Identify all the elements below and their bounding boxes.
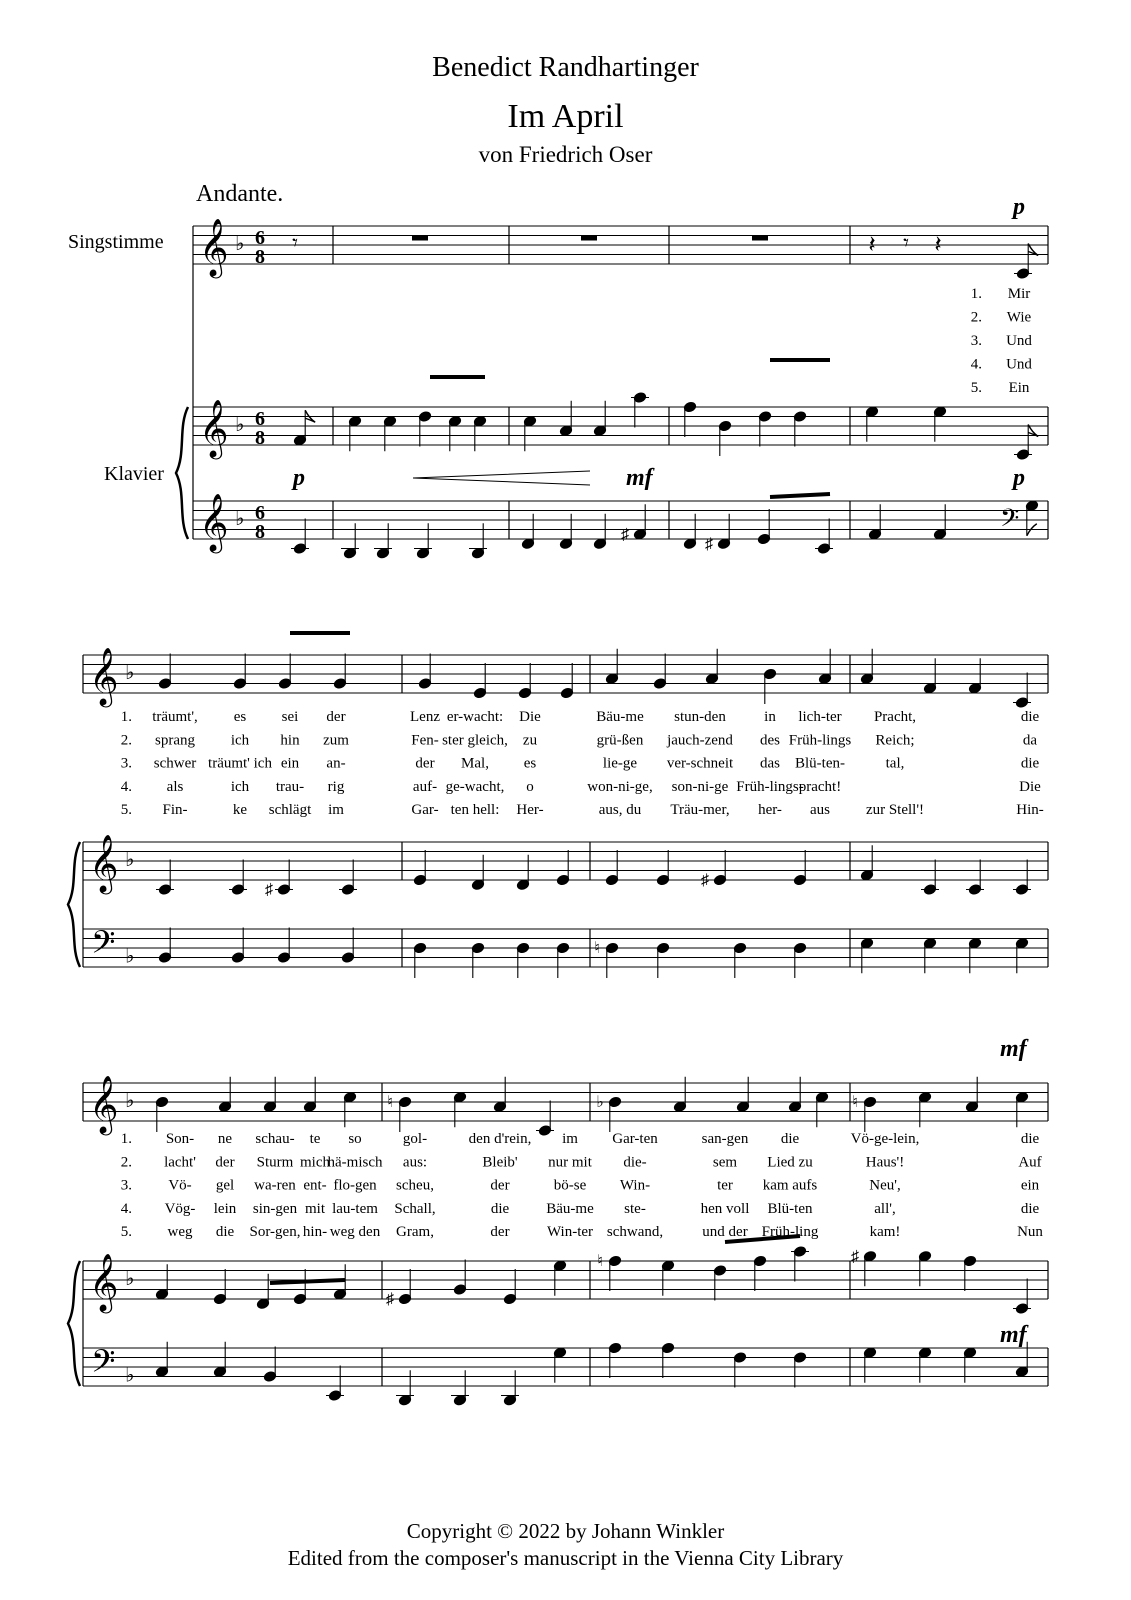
accidental: ♮ xyxy=(597,1253,603,1270)
lyric-syllable: Vö- xyxy=(168,1177,192,1194)
lyric-syllable: Haus'! xyxy=(865,1154,905,1171)
whole-rest xyxy=(752,236,768,241)
lyric-syllable: wa-ren xyxy=(254,1177,296,1194)
lyric-syllable: 1. xyxy=(120,709,132,725)
lyric-syllable: die xyxy=(1020,1131,1040,1147)
lyric-syllable: ent- xyxy=(303,1177,327,1194)
lyric-syllable: der xyxy=(490,1177,510,1194)
lyric-syllable: kam aufs xyxy=(762,1177,818,1194)
lyric-syllable: aus: xyxy=(402,1154,428,1171)
treble-clef: 𝄞 xyxy=(199,400,229,456)
lyric-syllable: schwand, xyxy=(606,1224,664,1241)
lyric-verse-number: 4. xyxy=(970,356,982,373)
time-signature-denominator: 8 xyxy=(255,246,265,268)
lyric-syllable: sprang xyxy=(155,732,195,749)
lyric-syllable: 2. xyxy=(120,1154,132,1171)
composer-name: Benedict Randhartinger xyxy=(432,52,699,83)
dynamic-piano-p-2: p xyxy=(1013,465,1025,491)
key-signature-flat: ♭ xyxy=(125,945,135,968)
lyric-syllable: Nun xyxy=(1017,1224,1043,1241)
song-title: Im April xyxy=(507,98,624,135)
lyric-syllable: 4. xyxy=(120,778,132,795)
lyric-syllable: die xyxy=(780,1131,800,1147)
lyric-syllable: hin- xyxy=(302,1224,328,1241)
key-signature-flat: ♭ xyxy=(125,1268,135,1290)
crescendo-hairpin xyxy=(413,471,590,485)
lyric-syllable: ste- xyxy=(624,1200,646,1217)
lyric-syllable: schau- xyxy=(255,1131,295,1147)
lyric-syllable: Blü-ten- xyxy=(795,755,845,772)
lyric-syllable: Hin- xyxy=(1016,802,1044,819)
lyric-syllable: Sturm xyxy=(256,1154,294,1171)
time-signature-numerator: 6 xyxy=(255,502,265,524)
lyric-syllable: ver-schneit xyxy=(666,755,734,772)
lyric-syllable: lau-tem xyxy=(332,1200,378,1217)
lyric-syllable: mit xyxy=(304,1200,326,1217)
lyric-syllable: des xyxy=(760,732,780,749)
lyric-syllable: Die xyxy=(1019,778,1041,795)
lyric-pickup-word: Mir xyxy=(1007,286,1031,302)
lyric-syllable: aus, du xyxy=(598,802,642,819)
lyric-syllable: die- xyxy=(623,1154,647,1171)
lyric-syllable: rig xyxy=(327,778,345,795)
lyric-syllable: Schall, xyxy=(394,1200,436,1217)
time-signature-denominator: 8 xyxy=(255,521,265,543)
edition-note: Edited from the composer's manuscript in the Vienna City Library xyxy=(287,1546,844,1570)
accidental: ♯ xyxy=(265,881,273,899)
lyric-syllable: sem xyxy=(712,1154,738,1171)
lyric-syllable: ich xyxy=(230,732,250,749)
treble-clef: 𝄞 xyxy=(89,648,119,704)
lyric-syllable: flo-gen xyxy=(333,1177,377,1194)
eighth-rest: 𝄾 xyxy=(292,230,298,255)
lyric-syllable: all', xyxy=(874,1200,896,1217)
lyric-syllable: lie-ge xyxy=(602,755,638,772)
lyric-syllable: nur mit xyxy=(548,1154,592,1171)
dynamic-piano-p: p xyxy=(293,465,305,491)
lyric-syllable: Auf xyxy=(1018,1154,1042,1171)
lyric-syllable: Bäu-me xyxy=(596,709,644,725)
lyric-verse-number: 3. xyxy=(970,333,982,349)
poet-credit: von Friedrich Oser xyxy=(478,142,653,167)
lyric-syllable: te xyxy=(309,1131,321,1147)
lyric-syllable: im xyxy=(328,802,344,819)
lyric-syllable: hin xyxy=(280,732,300,749)
lyric-syllable: Win-ter xyxy=(546,1224,594,1241)
lyric-syllable: lich-ter xyxy=(798,709,842,725)
lyric-syllable: Blü-ten xyxy=(767,1200,813,1217)
lyric-syllable: Früh-ling xyxy=(761,1224,819,1241)
whole-rest xyxy=(581,236,597,241)
bass-clef: 𝄢 xyxy=(91,926,116,968)
lyric-syllable: lacht' xyxy=(164,1154,196,1171)
lyric-syllable: Vög- xyxy=(164,1200,196,1217)
lyric-syllable: Gram, xyxy=(396,1224,434,1241)
lyric-syllable: Sor-gen, xyxy=(249,1224,301,1241)
time-signature-numerator: 6 xyxy=(255,227,265,249)
lyric-syllable: als xyxy=(166,778,184,795)
accidental: ♯ xyxy=(851,1248,859,1266)
lyric-syllable: Fen- xyxy=(411,732,439,749)
accidental: ♮ xyxy=(852,1094,858,1111)
lyric-syllable: an- xyxy=(326,755,346,772)
lyric-syllable: ster gleich, xyxy=(442,732,508,749)
lyric-syllable: ich xyxy=(230,778,250,795)
lyric-syllable: Bäu-me xyxy=(546,1200,594,1217)
voice-part-label: Singstimme xyxy=(68,231,164,253)
lyric-pickup-word: Und xyxy=(1006,333,1032,349)
quarter-rest: 𝄽 xyxy=(934,232,942,258)
lyric-syllable: der xyxy=(415,755,435,772)
lyric-syllable: schlägt xyxy=(268,802,312,819)
lyric-syllable: Lied zu xyxy=(767,1154,813,1171)
lyric-pickup-word: Ein xyxy=(1008,380,1030,396)
lyric-syllable: weg den xyxy=(329,1224,381,1241)
lyric-syllable: 2. xyxy=(120,732,132,749)
lyric-syllable: gel xyxy=(215,1177,235,1194)
lyric-syllable: o xyxy=(526,778,534,795)
lyric-syllable: won-ni-ge, xyxy=(587,778,653,795)
treble-clef: 𝄞 xyxy=(89,835,119,891)
lyric-syllable: Früh-lings- xyxy=(736,778,804,795)
lyric-syllable: Neu', xyxy=(869,1177,901,1194)
bass-clef-change: 𝄢 xyxy=(1000,505,1020,538)
lyric-syllable: Win- xyxy=(619,1177,651,1194)
bass-clef: 𝄢 xyxy=(91,1345,116,1387)
lyric-syllable: auf- xyxy=(412,778,438,795)
lyric-syllable: Die xyxy=(519,709,541,725)
lyric-syllable: ter xyxy=(717,1177,733,1194)
lyric-syllable: die xyxy=(1020,1200,1040,1217)
eighth-rest: 𝄾 xyxy=(903,230,909,255)
lyric-syllable: ge-wacht, xyxy=(445,778,505,795)
lyric-syllable: Gar- xyxy=(411,802,439,819)
key-signature-flat: ♭ xyxy=(125,1364,135,1387)
lyric-syllable: die xyxy=(1020,709,1040,725)
lyric-syllable: mich xyxy=(300,1154,330,1171)
lyric-syllable: 5. xyxy=(120,1224,132,1241)
lyric-syllable: lein xyxy=(213,1200,237,1217)
lyric-syllable: der xyxy=(215,1154,235,1171)
lyric-syllable: zum xyxy=(323,732,349,749)
lyric-syllable: den d'rein, xyxy=(468,1131,532,1147)
lyric-syllable: sei xyxy=(281,709,299,725)
lyric-syllable: der xyxy=(326,709,346,725)
piano-brace xyxy=(68,1261,80,1386)
lyric-syllable: ein xyxy=(1020,1177,1040,1194)
key-signature-flat: ♭ xyxy=(235,233,245,255)
key-signature-flat: ♭ xyxy=(125,849,135,871)
key-signature-flat: ♭ xyxy=(235,414,245,436)
lyric-syllable: scheu, xyxy=(396,1177,434,1194)
lyric-syllable: der xyxy=(490,1224,510,1241)
lyric-syllable: bö-se xyxy=(553,1177,587,1194)
lyric-verse-number: 5. xyxy=(970,380,982,396)
lyric-syllable: Gar-ten xyxy=(612,1131,658,1147)
piano-part-label: Klavier xyxy=(104,463,164,485)
accidental: ♮ xyxy=(594,940,600,957)
lyric-syllable: sin-gen xyxy=(252,1200,298,1217)
lyric-syllable: schwer xyxy=(153,755,197,772)
lyric-syllable: her- xyxy=(758,802,782,819)
accidental: ♯ xyxy=(621,526,629,544)
dynamic-piano-mf-2: mf xyxy=(1000,1322,1027,1348)
lyric-syllable: Son- xyxy=(165,1131,195,1147)
lyric-syllable: träumt' ich xyxy=(208,755,272,772)
lyric-syllable: Bleib' xyxy=(482,1154,518,1171)
treble-clef: 𝄞 xyxy=(89,1076,119,1132)
key-signature-flat: ♭ xyxy=(125,1090,135,1112)
lyric-syllable: ne xyxy=(217,1131,233,1147)
lyric-syllable: in xyxy=(764,709,776,725)
lyric-syllable: Her- xyxy=(516,802,544,819)
piano-brace xyxy=(68,842,80,967)
lyric-syllable: trau- xyxy=(275,778,305,795)
lyric-syllable: Pracht, xyxy=(873,709,917,725)
accidental: ♮ xyxy=(387,1094,393,1111)
lyric-syllable: ten hell: xyxy=(450,802,500,819)
lyric-syllable: ein xyxy=(280,755,300,772)
accidental: ♯ xyxy=(386,1291,394,1308)
dynamic-voice-mf: mf xyxy=(1000,1036,1027,1062)
lyric-syllable: ke xyxy=(232,802,248,819)
key-signature-flat: ♭ xyxy=(125,662,135,684)
accidental: ♭ xyxy=(596,1094,604,1111)
lyric-syllable: aus xyxy=(810,802,830,819)
lyric-syllable: kam! xyxy=(869,1224,901,1241)
lyric-syllable: 3. xyxy=(120,1177,132,1194)
lyric-syllable: son-ni-ge xyxy=(671,778,729,795)
lyric-syllable: Lenz xyxy=(410,709,440,725)
lyric-pickup-word: Wie xyxy=(1006,309,1032,326)
lyric-syllable: das xyxy=(760,755,780,772)
lyric-syllable: weg xyxy=(167,1224,193,1241)
dynamic-piano-mf: mf xyxy=(626,465,653,491)
lyric-syllable: 4. xyxy=(120,1200,132,1217)
tempo-marking: Andante. xyxy=(196,181,284,207)
lyric-syllable: es xyxy=(523,755,537,772)
accidental: ♯ xyxy=(701,872,709,889)
lyric-syllable: so xyxy=(348,1131,362,1147)
lyric-syllable: träumt', xyxy=(152,709,198,725)
time-signature-denominator: 8 xyxy=(255,427,265,449)
copyright-notice: Copyright © 2022 by Johann Winkler xyxy=(406,1519,725,1543)
lyric-syllable: stun-den xyxy=(674,709,726,725)
lyric-syllable: im xyxy=(562,1131,578,1147)
lyric-syllable: zur Stell'! xyxy=(865,802,925,819)
lyric-verse-number: 2. xyxy=(970,309,982,326)
lyric-syllable: Fin- xyxy=(162,802,188,819)
dynamic-voice-p: p xyxy=(1013,194,1025,220)
lyric-syllable: 3. xyxy=(120,755,132,772)
lyric-syllable: jauch-zend xyxy=(667,732,733,749)
lyric-syllable: es xyxy=(233,709,247,725)
treble-clef: 𝄞 xyxy=(89,1254,119,1310)
lyric-syllable: die xyxy=(215,1224,235,1241)
treble-clef: 𝄞 xyxy=(199,494,229,550)
lyric-syllable: gol- xyxy=(402,1131,428,1147)
treble-clef: 𝄞 xyxy=(199,219,229,275)
lyric-syllable: da xyxy=(1022,732,1038,749)
lyric-syllable: tal, xyxy=(885,755,905,772)
lyric-syllable: und der xyxy=(702,1224,748,1241)
time-signature-numerator: 6 xyxy=(255,408,265,430)
lyric-syllable: san-gen xyxy=(701,1131,749,1147)
lyric-syllable: grü-ßen xyxy=(596,732,644,749)
lyric-syllable: die xyxy=(490,1200,510,1217)
lyric-syllable: Mal, xyxy=(461,755,489,772)
lyric-syllable: Reich; xyxy=(875,732,915,749)
lyric-syllable: hä-misch xyxy=(327,1154,383,1171)
lyric-verse-number: 1. xyxy=(970,286,982,302)
lyric-syllable: pracht! xyxy=(798,778,842,795)
quarter-rest: 𝄽 xyxy=(868,232,876,258)
lyric-syllable: die xyxy=(1020,755,1040,772)
lyric-syllable: Vö-ge-lein, xyxy=(850,1131,920,1147)
lyric-syllable: hen voll xyxy=(700,1200,750,1217)
note-beam xyxy=(770,494,830,497)
key-signature-flat: ♭ xyxy=(235,508,245,530)
accidental: ♯ xyxy=(705,535,713,553)
piano-brace xyxy=(176,407,188,539)
lyric-pickup-word: Und xyxy=(1006,356,1032,373)
lyric-syllable: zu xyxy=(522,732,538,749)
lyric-syllable: Träu-mer, xyxy=(670,802,730,819)
lyric-syllable: er-wacht: xyxy=(446,709,504,725)
lyric-syllable: 5. xyxy=(120,802,132,819)
lyric-syllable: 1. xyxy=(120,1131,132,1147)
lyric-syllable: Früh-lings xyxy=(788,732,852,749)
whole-rest xyxy=(412,236,428,241)
